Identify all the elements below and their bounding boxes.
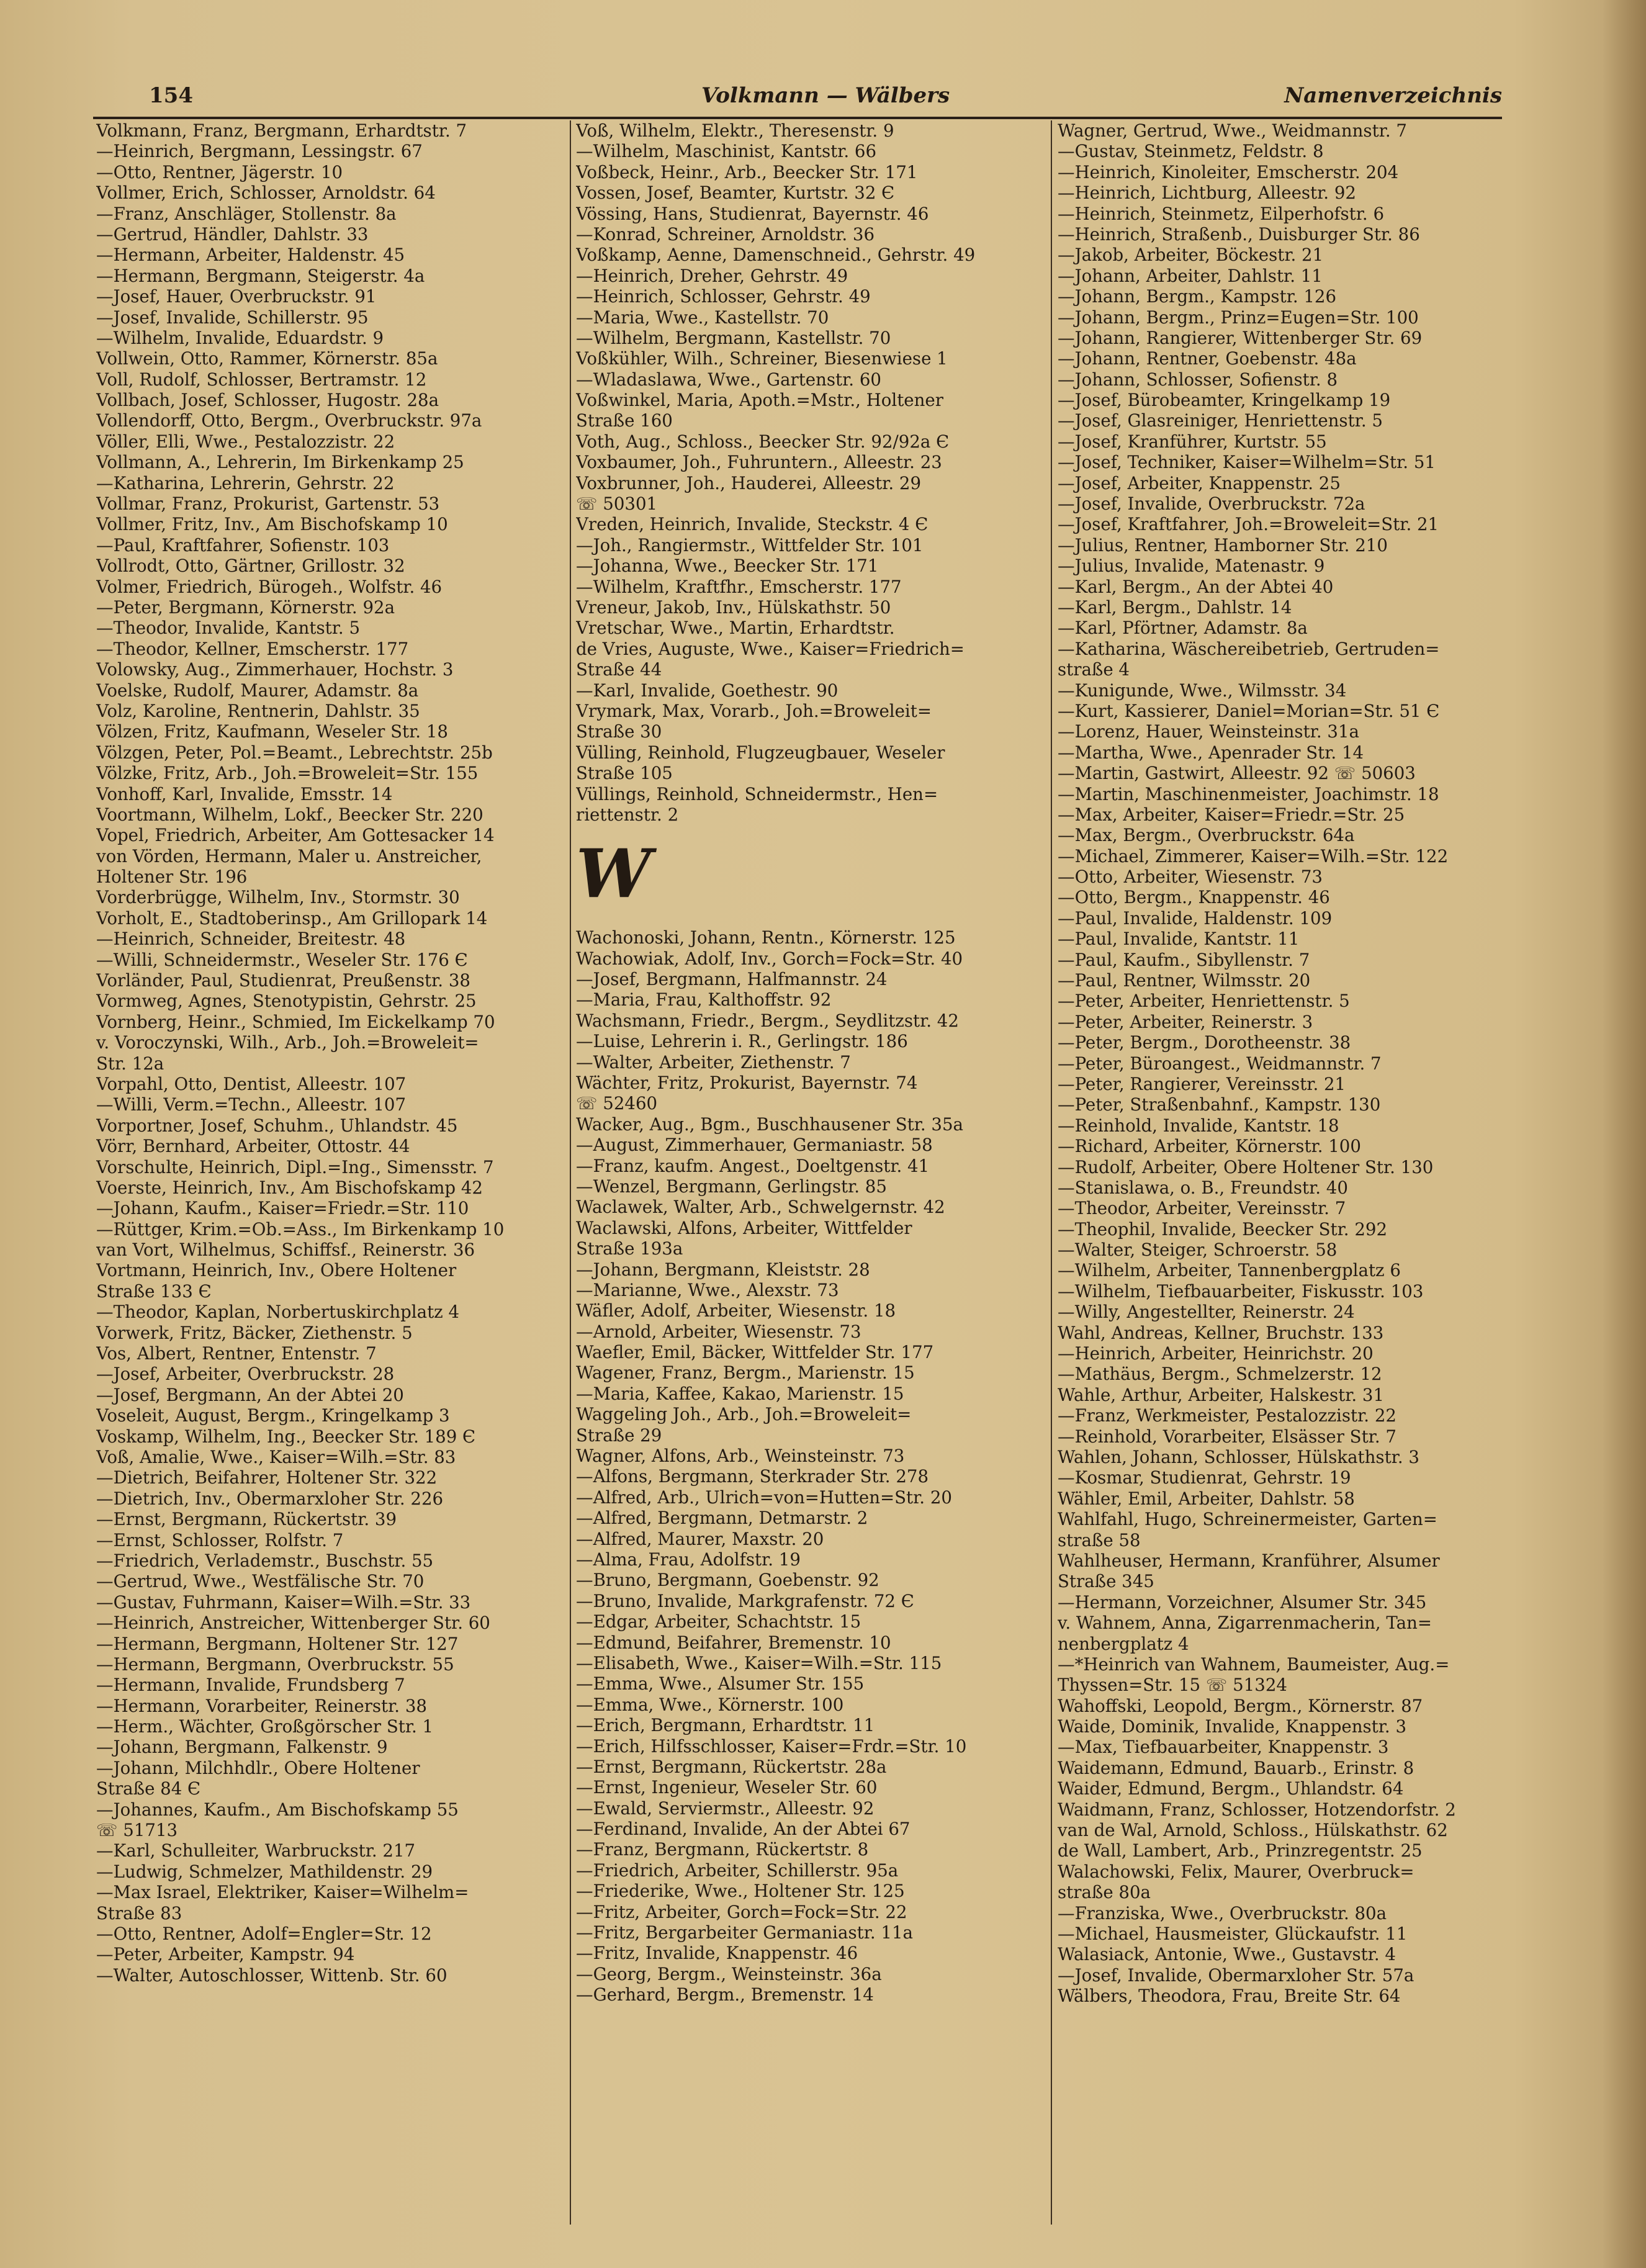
directory-entry: —Reinhold, Vorarbeiter, Elsässer Str. 7 [1058,1426,1396,1447]
directory-entry: —Willi, Verm.=Techn., Alleestr. 107 [96,1094,407,1115]
directory-entry: Vorportner, Josef, Schuhm., Uhlandstr. 45 [96,1115,458,1136]
directory-entry: —Alfons, Bergmann, Sterkrader Str. 278 [576,1466,929,1487]
directory-column-3 [1058,120,1536,2231]
directory-entry: Vollendorff, Otto, Bergm., Overbruckstr. 97a [96,410,482,431]
directory-entry: —Gerhard, Bergm., Bremenstr. 14 [576,1984,874,2005]
directory-entry: —Katharina, Lehrerin, Gehrstr. 22 [96,472,395,493]
directory-entry: Straße 105 [576,763,673,784]
directory-entry: Voßbeck, Heinr., Arb., Beecker Str. 171 [576,161,918,182]
directory-entry: —Johann, Kaufm., Kaiser=Friedr.=Str. 110 [96,1198,469,1219]
directory-entry: —Peter, Büroangest., Weidmannstr. 7 [1058,1053,1382,1074]
directory-entry: Thyssen=Str. 15 ☏ 51324 [1058,1675,1287,1696]
directory-entry: Wachsmann, Friedr., Bergm., Seydlitzstr. 42 [576,1010,959,1031]
directory-entry: —Elisabeth, Wwe., Kaiser=Wilh.=Str. 115 [576,1652,942,1673]
directory-entry: —Karl, Pförtner, Adamstr. 8a [1058,618,1308,639]
directory-entry: Voth, Aug., Schloss., Beecker Str. 92/92a Є [576,431,950,452]
column-divider [1051,120,1052,2225]
directory-entry: —Josef, Bürobeamter, Kringelkamp 19 [1058,390,1391,411]
directory-entry: Vopel, Friedrich, Arbeiter, Am Gottesacker 14 [96,825,495,846]
directory-entry: —Bruno, Invalide, Markgrafenstr. 72 Є [576,1590,914,1611]
directory-entry: —Martin, Maschinenmeister, Joachimstr. 18 [1058,783,1439,804]
directory-entry: —Walter, Steiger, Schroerstr. 58 [1058,1240,1338,1261]
directory-entry: —Karl, Bergm., Dahlstr. 14 [1058,596,1292,618]
directory-entry: —Willy, Angestellter, Reinerstr. 24 [1058,1302,1355,1323]
directory-entry: —Franz, Anschläger, Stollenstr. 8a [96,203,397,224]
directory-entry: Volmer, Friedrich, Bürogeh., Wolfstr. 46 [96,576,443,597]
directory-entry: —Julius, Rentner, Hamborner Str. 210 [1058,534,1388,556]
directory-entry: —Peter, Arbeiter, Kampstr. 94 [96,1944,355,1965]
directory-entry: Voelske, Rudolf, Maurer, Adamstr. 8a [96,680,419,701]
directory-entry: —Otto, Rentner, Jägerstr. 10 [96,161,343,182]
directory-entry: Vortmann, Heinrich, Inv., Obere Holtener [96,1260,457,1281]
directory-entry: —Peter, Rangierer, Vereinsstr. 21 [1058,1073,1346,1094]
directory-entry: —Luise, Lehrerin i. R., Gerlingstr. 186 [576,1031,908,1052]
directory-entry: —Alfred, Bergmann, Detmarstr. 2 [576,1508,868,1529]
directory-entry: de Vries, Auguste, Wwe., Kaiser=Friedrich= [576,638,965,659]
directory-entry: van Vort, Wilhelmus, Schiffsf., Reinerstr. 36 [96,1240,475,1261]
directory-entry: Straße 84 Є [96,1778,201,1799]
directory-entry: Voßkühler, Wilh., Schreiner, Biesenwiese 1 [576,348,948,369]
directory-entry: Voseleit, August, Bergm., Kringelkamp 3 [96,1405,450,1426]
directory-entry: Völler, Elli, Wwe., Pestalozzistr. 22 [96,431,395,452]
page-title: Volkmann — Wälbers [701,83,950,108]
directory-entry: —Josef, Bergmann, Halfmannstr. 24 [576,969,888,990]
directory-entry: Wahl, Andreas, Kellner, Bruchstr. 133 [1058,1322,1384,1343]
directory-entry: —Johann, Milchhdlr., Obere Holtener [96,1757,420,1778]
directory-entry: —Maria, Wwe., Kastellstr. 70 [576,307,829,328]
directory-entry: —Reinhold, Invalide, Kantstr. 18 [1058,1115,1339,1136]
directory-entry: —Marianne, Wwe., Alexstr. 73 [576,1279,839,1300]
directory-entry: Voß, Wilhelm, Elektr., Theresenstr. 9 [576,120,894,141]
directory-entry: —Paul, Kaufm., Sibyllenstr. 7 [1058,949,1310,970]
directory-entry: Vorderbrügge, Wilhelm, Inv., Stormstr. 30 [96,887,460,908]
directory-entry: —Theodor, Kellner, Emscherstr. 177 [96,638,409,659]
directory-entry: —Dietrich, Inv., Obermarxloher Str. 226 [96,1488,444,1509]
directory-entry: —Wenzel, Bergmann, Gerlingstr. 85 [576,1176,887,1197]
directory-entry: Volkmann, Franz, Bergmann, Erhardtstr. 7 [96,120,467,141]
directory-entry: riettenstr. 2 [576,804,679,825]
directory-entry: ☏ 50301 [576,493,658,515]
directory-entry: Wahlheuser, Hermann, Kranführer, Alsumer [1058,1550,1440,1571]
directory-entry: —Theophil, Invalide, Beecker Str. 292 [1058,1218,1388,1240]
directory-entry: Vüllings, Reinhold, Schneidermstr., Hen= [576,783,938,804]
directory-entry: Straße 160 [576,410,673,431]
directory-entry: —Karl, Schulleiter, Warbruckstr. 217 [96,1840,416,1861]
directory-entry: Waidmann, Franz, Schlosser, Hotzendorfstr. 2 [1058,1799,1456,1820]
directory-entry: Vorwerk, Fritz, Bäcker, Ziethenstr. 5 [96,1322,413,1343]
directory-entry: Waefler, Emil, Bäcker, Wittfelder Str. 177 [576,1342,934,1363]
directory-entry: —*Heinrich van Wahnem, Baumeister, Aug.= [1058,1654,1450,1675]
directory-entry: —Wilhelm, Tiefbauarbeiter, Fiskusstr. 103 [1058,1280,1424,1302]
directory-entry: —Franz, kaufm. Angest., Doeltgenstr. 41 [576,1155,930,1176]
directory-entry: ☏ 52460 [576,1093,658,1114]
directory-entry: Vollmann, A., Lehrerin, Im Birkenkamp 25 [96,452,464,473]
directory-entry: —Josef, Hauer, Overbruckstr. 91 [96,286,377,307]
directory-entry: —Friedrich, Verlademstr., Buschstr. 55 [96,1550,434,1571]
directory-entry: Voßkamp, Aenne, Damenschneid., Gehrstr. 49 [576,245,976,266]
directory-entry: —Edgar, Arbeiter, Schachtstr. 15 [576,1611,861,1632]
directory-entry: —Johann, Bergmann, Falkenstr. 9 [96,1737,388,1758]
directory-entry: —Karl, Invalide, Goethestr. 90 [576,680,839,701]
directory-entry: —Michael, Zimmerer, Kaiser=Wilh.=Str. 122 [1058,845,1449,866]
directory-entry: Waide, Dominik, Invalide, Knappenstr. 3 [1058,1716,1407,1737]
directory-entry: —Heinrich, Lichtburg, Alleestr. 92 [1058,182,1356,204]
directory-entry: —Hermann, Bergmann, Steigerstr. 4a [96,265,425,286]
directory-entry: Wälbers, Theodora, Frau, Breite Str. 64 [1058,1986,1401,2007]
directory-entry: —Otto, Arbeiter, Wiesenstr. 73 [1058,866,1323,888]
directory-entry: Vollrodt, Otto, Gärtner, Grillostr. 32 [96,556,405,577]
directory-entry: —Ferdinand, Invalide, An der Abtei 67 [576,1819,911,1840]
section-title: Namenverzeichnis [1284,83,1502,108]
directory-entry: —Gertrud, Wwe., Westfälische Str. 70 [96,1571,425,1592]
directory-entry: —Josef, Techniker, Kaiser=Wilhelm=Str. 51 [1058,452,1436,473]
directory-entry: Vollmer, Fritz, Inv., Am Bischofskamp 10 [96,514,448,535]
directory-entry: ☏ 51713 [96,1820,178,1841]
directory-column-2 [576,120,1045,2231]
directory-entry: —Theodor, Invalide, Kantstr. 5 [96,618,361,639]
directory-entry: —Franz, Werkmeister, Pestalozzistr. 22 [1058,1405,1396,1426]
directory-entry: —Josef, Glasreiniger, Henriettenstr. 5 [1058,410,1383,431]
directory-entry: —Erich, Bergmann, Erhardtstr. 11 [576,1715,875,1736]
directory-entry: Waider, Edmund, Bergm., Uhlandstr. 64 [1058,1778,1404,1799]
directory-entry: —Josef, Arbeiter, Knappenstr. 25 [1058,472,1341,493]
directory-entry: Straße 133 Є [96,1280,212,1302]
directory-entry: Vreden, Heinrich, Invalide, Steckstr. 4 Є [576,514,929,535]
directory-entry: —Gustav, Steinmetz, Feldstr. 8 [1058,141,1324,162]
directory-entry: Vollmer, Erich, Schlosser, Arnoldstr. 64 [96,182,436,204]
directory-entry: —Stanislawa, o. B., Freundstr. 40 [1058,1177,1348,1198]
directory-entry: Vössing, Hans, Studienrat, Bayernstr. 46 [576,203,929,224]
directory-entry: —Kosmar, Studienrat, Gehrstr. 19 [1058,1467,1351,1488]
directory-entry: —Max, Arbeiter, Kaiser=Friedr.=Str. 25 [1058,804,1405,825]
directory-entry: Vollbach, Josef, Schlosser, Hugostr. 28a [96,390,439,411]
directory-entry: —Arnold, Arbeiter, Wiesenstr. 73 [576,1321,861,1342]
directory-entry: —Wilhelm, Maschinist, Kantstr. 66 [576,141,877,162]
directory-entry: —Kunigunde, Wwe., Wilmsstr. 34 [1058,680,1347,701]
section-letter: W [576,835,652,914]
directory-entry: —Konrad, Schreiner, Arnoldstr. 36 [576,223,875,245]
directory-entry: —Johann, Bergm., Kampstr. 126 [1058,286,1337,307]
directory-entry: —Maria, Kaffee, Kakao, Marienstr. 15 [576,1383,904,1404]
directory-entry: Wagner, Alfons, Arb., Weinsteinstr. 73 [576,1446,905,1467]
directory-entry: v. Wahnem, Anna, Zigarrenmacherin, Tan= [1058,1613,1432,1634]
directory-entry: —August, Zimmerhauer, Germaniastr. 58 [576,1135,933,1156]
directory-entry: Voxbaumer, Joh., Fuhruntern., Alleestr. 23 [576,452,942,473]
directory-entry: Voß, Amalie, Wwe., Kaiser=Wilh.=Str. 83 [96,1447,456,1467]
directory-entry: —Erich, Hilfsschlosser, Kaiser=Frdr.=Str. 10 [576,1735,967,1757]
directory-entry: Straße 83 [96,1902,182,1924]
directory-entry: —Josef, Invalide, Overbruckstr. 72a [1058,493,1365,515]
directory-entry: Waidemann, Edmund, Bauarb., Erinstr. 8 [1058,1757,1414,1778]
directory-entry: —Fritz, Invalide, Knappenstr. 46 [576,1943,858,1964]
directory-entry: —Johann, Rentner, Goebenstr. 48a [1058,348,1357,369]
directory-entry: Vorholt, E., Stadtoberinsp., Am Grillopark 14 [96,907,488,929]
directory-entry: Vorschulte, Heinrich, Dipl.=Ing., Simensstr. 7 [96,1156,494,1177]
directory-entry: —Alfred, Maurer, Maxstr. 20 [576,1528,824,1549]
directory-entry: —Jakob, Arbeiter, Böckestr. 21 [1058,245,1324,266]
directory-entry: —Peter, Arbeiter, Henriettenstr. 5 [1058,991,1350,1012]
directory-entry: Straße 29 [576,1424,662,1446]
directory-entry: Straße 345 [1058,1571,1154,1592]
directory-entry: —Wladaslawa, Wwe., Gartenstr. 60 [576,369,881,390]
directory-entry: straße 58 [1058,1529,1141,1550]
directory-entry: —Josef, Invalide, Obermarxloher Str. 57a [1058,1964,1414,1986]
directory-entry: —Heinrich, Schneider, Breitestr. 48 [96,929,406,950]
directory-entry: Vörr, Bernhard, Arbeiter, Ottostr. 44 [96,1136,410,1157]
directory-entry: —Gertrud, Händler, Dahlstr. 33 [96,223,369,245]
directory-entry: —Heinrich, Steinmetz, Eilperhofstr. 6 [1058,203,1385,224]
directory-entry: —Franziska, Wwe., Overbruckstr. 80a [1058,1902,1387,1924]
directory-entry: Voll, Rudolf, Schlosser, Bertramstr. 12 [96,369,427,390]
directory-entry: —Ewald, Serviermstr., Alleestr. 92 [576,1798,875,1819]
directory-entry: nenbergplatz 4 [1058,1633,1189,1654]
directory-entry: Straße 30 [576,721,662,742]
directory-entry: —Katharina, Wäschereibetrieb, Gertruden= [1058,638,1440,659]
directory-entry: Wacker, Aug., Bgm., Buschhausener Str. 35a [576,1114,963,1135]
directory-entry: —Friedrich, Arbeiter, Schillerstr. 95a [576,1860,899,1881]
directory-entry: straße 4 [1058,659,1130,680]
directory-entry: Wahlfahl, Hugo, Schreinermeister, Garten= [1058,1509,1437,1530]
directory-entry: —Paul, Kraftfahrer, Sofienstr. 103 [96,534,390,556]
directory-entry: —Heinrich, Schlosser, Gehrstr. 49 [576,286,871,307]
directory-entry: —Fritz, Arbeiter, Gorch=Fock=Str. 22 [576,1901,907,1922]
directory-entry: —Walter, Autoschlosser, Wittenb. Str. 60 [96,1964,447,1986]
directory-entry: —Fritz, Bergarbeiter Germaniastr. 11a [576,1922,913,1943]
directory-entry: —Martin, Gastwirt, Alleestr. 92 ☏ 50603 [1058,763,1416,784]
directory-entry: —Peter, Bergmann, Körnerstr. 92a [96,596,395,618]
directory-entry: van de Wal, Arnold, Schloss., Hülskathstr. 62 [1058,1820,1448,1841]
directory-entry: —Julius, Invalide, Matenastr. 9 [1058,556,1325,577]
directory-entry: —Josef, Arbeiter, Overbruckstr. 28 [96,1364,395,1385]
directory-entry: Straße 193a [576,1238,683,1259]
directory-entry: —Hermann, Bergmann, Overbruckstr. 55 [96,1654,454,1675]
directory-entry: —Friederike, Wwe., Holtener Str. 125 [576,1881,905,1902]
directory-entry: Vreneur, Jakob, Inv., Hülskathstr. 50 [576,596,891,618]
directory-entry: —Josef, Invalide, Schillerstr. 95 [96,307,369,328]
directory-entry: —Ernst, Ingenieur, Weseler Str. 60 [576,1777,878,1798]
directory-entry: Wagener, Franz, Bergm., Marienstr. 15 [576,1362,915,1384]
directory-column-1 [96,120,565,2231]
directory-entry: —Gustav, Fuhrmann, Kaiser=Wilh.=Str. 33 [96,1591,471,1613]
directory-entry: Volz, Karoline, Rentnerin, Dahlstr. 35 [96,700,420,721]
directory-entry: Vonhoff, Karl, Invalide, Emsstr. 14 [96,783,393,804]
directory-entry: —Ernst, Schlosser, Rolfstr. 7 [96,1529,344,1550]
directory-entry: —Emma, Wwe., Körnerstr. 100 [576,1694,844,1715]
directory-entry: —Heinrich, Kinoleiter, Emscherstr. 204 [1058,161,1399,182]
directory-entry: Völzke, Fritz, Arb., Joh.=Broweleit=Str. 155 [96,763,479,784]
directory-entry: —Hermann, Vorzeichner, Alsumer Str. 345 [1058,1591,1427,1613]
directory-entry: —Josef, Kranführer, Kurtstr. 55 [1058,431,1327,452]
directory-entry: —Emma, Wwe., Alsumer Str. 155 [576,1673,865,1694]
directory-entry: —Ernst, Bergmann, Rückertstr. 28a [576,1756,887,1777]
directory-entry: —Wilhelm, Kraftfhr., Emscherstr. 177 [576,576,902,597]
directory-entry: —Richard, Arbeiter, Körnerstr. 100 [1058,1136,1361,1157]
directory-entry: —Johannes, Kaufm., Am Bischofskamp 55 [96,1799,459,1820]
directory-entry: Vorländer, Paul, Studienrat, Preußenstr. 38 [96,970,470,991]
directory-entry: Waclawek, Walter, Arb., Schwelgernstr. 42 [576,1197,945,1218]
directory-entry: von Vörden, Hermann, Maler u. Anstreicher, [96,845,482,866]
directory-entry: de Wall, Lambert, Arb., Prinzregentstr. 25 [1058,1840,1423,1861]
directory-entry: Vülling, Reinhold, Flugzeugbauer, Weseler [576,742,945,763]
directory-entry: —Johann, Bergm., Prinz=Eugen=Str. 100 [1058,307,1419,328]
directory-entry: —Johann, Arbeiter, Dahlstr. 11 [1058,265,1323,286]
directory-entry: —Rüttger, Krim.=Ob.=Ass., Im Birkenkamp 10 [96,1218,505,1240]
directory-entry: —Alfred, Arb., Ulrich=von=Hutten=Str. 20 [576,1487,952,1508]
directory-entry: —Wilhelm, Invalide, Eduardstr. 9 [96,327,384,348]
directory-entry: —Kurt, Kassierer, Daniel=Morian=Str. 51 Є [1058,700,1440,721]
directory-entry: —Dietrich, Beifahrer, Holtener Str. 322 [96,1467,438,1488]
page-number: 154 [149,83,193,108]
directory-entry: —Peter, Arbeiter, Reinerstr. 3 [1058,1011,1313,1032]
directory-entry: —Johann, Bergmann, Kleiststr. 28 [576,1259,870,1280]
directory-entry: Voxbrunner, Joh., Hauderei, Alleestr. 29 [576,472,921,493]
directory-entry: Wächter, Fritz, Prokurist, Bayernstr. 74 [576,1073,918,1094]
directory-entry: —Max, Tiefbauarbeiter, Knappenstr. 3 [1058,1737,1389,1758]
directory-entry: —Lorenz, Hauer, Weinsteinstr. 31a [1058,721,1359,742]
directory-entry: Vos, Albert, Rentner, Entenstr. 7 [96,1343,377,1364]
directory-entry: —Josef, Kraftfahrer, Joh.=Broweleit=Str. 21 [1058,514,1439,535]
directory-entry: —Mathäus, Bergm., Schmelzerstr. 12 [1058,1364,1382,1385]
directory-entry: —Hermann, Vorarbeiter, Reinerstr. 38 [96,1695,427,1716]
directory-entry: Völzen, Fritz, Kaufmann, Weseler Str. 18 [96,721,448,742]
directory-entry: —Johanna, Wwe., Beecker Str. 171 [576,556,879,577]
directory-entry: —Heinrich, Straßenb., Duisburger Str. 86 [1058,223,1420,245]
directory-entry: —Paul, Rentner, Wilmsstr. 20 [1058,970,1311,991]
column-divider [570,120,571,2225]
directory-entry: Volowsky, Aug., Zimmerhauer, Hochstr. 3 [96,659,454,680]
directory-entry: Vorpahl, Otto, Dentist, Alleestr. 107 [96,1073,407,1094]
directory-entry: Vormweg, Agnes, Stenotypistin, Gehrstr. 25 [96,991,477,1012]
directory-entry: —Max, Bergm., Overbruckstr. 64a [1058,825,1355,846]
directory-entry: —Josef, Bergmann, An der Abtei 20 [96,1384,404,1405]
directory-entry: —Herm., Wächter, Großgörscher Str. 1 [96,1716,434,1737]
directory-entry: —Johann, Schlosser, Sofienstr. 8 [1058,369,1338,390]
directory-entry: Wäfler, Adolf, Arbeiter, Wiesenstr. 18 [576,1300,896,1321]
directory-entry: —Hermann, Invalide, Frundsberg 7 [96,1675,405,1696]
directory-entry: —Peter, Straßenbahnf., Kampstr. 130 [1058,1094,1381,1115]
directory-entry: —Bruno, Bergmann, Goebenstr. 92 [576,1570,879,1591]
directory-entry: —Ernst, Bergmann, Rückertstr. 39 [96,1509,397,1530]
directory-entry: —Joh., Rangiermstr., Wittfelder Str. 101 [576,534,924,556]
directory-entry: —Martha, Wwe., Apenrader Str. 14 [1058,742,1364,763]
directory-entry: Vornberg, Heinr., Schmied, Im Eickelkamp 70 [96,1011,495,1032]
directory-entry: —Max Israel, Elektriker, Kaiser=Wilhelm= [96,1882,469,1903]
directory-entry: —Rudolf, Arbeiter, Obere Holtener Str. 130 [1058,1156,1434,1177]
directory-entry: —Karl, Bergm., An der Abtei 40 [1058,576,1334,597]
directory-entry: Walasiack, Antonie, Wwe., Gustavstr. 4 [1058,1944,1396,1965]
directory-entry: —Maria, Frau, Kalthoffstr. 92 [576,989,832,1010]
directory-entry: Vossen, Josef, Beamter, Kurtstr. 32 Є [576,182,895,204]
directory-entry: —Michael, Hausmeister, Glückaufstr. 11 [1058,1923,1408,1944]
directory-entry: —Alma, Frau, Adolfstr. 19 [576,1549,801,1570]
directory-entry: —Paul, Invalide, Haldenstr. 109 [1058,907,1333,929]
directory-entry: Straße 44 [576,659,662,680]
directory-entry: Voskamp, Wilhelm, Ing., Beecker Str. 189 Є [96,1426,476,1447]
directory-entry: Wahle, Arthur, Arbeiter, Halskestr. 31 [1058,1384,1385,1405]
directory-entry: Waggeling Joh., Arb., Joh.=Broweleit= [576,1404,912,1425]
directory-entry: Waclawski, Alfons, Arbeiter, Wittfelder [576,1217,912,1238]
directory-entry: —Paul, Invalide, Kantstr. 11 [1058,929,1300,950]
directory-entry: Vretschar, Wwe., Martin, Erhardtstr. [576,618,895,639]
directory-entry: —Theodor, Kaplan, Norbertuskirchplatz 4 [96,1302,460,1323]
directory-entry: —Otto, Rentner, Adolf=Engler=Str. 12 [96,1923,432,1944]
directory-entry: Wachonoski, Johann, Rentn., Körnerstr. 125 [576,927,956,948]
directory-entry: —Heinrich, Arbeiter, Heinrichstr. 20 [1058,1343,1374,1364]
directory-entry: —Otto, Bergm., Knappenstr. 46 [1058,887,1330,908]
directory-entry: Voßwinkel, Maria, Apoth.=Mstr., Holtener [576,390,943,411]
directory-entry: —Heinrich, Anstreicher, Wittenberger Str. 60 [96,1613,490,1634]
directory-entry: Vrymark, Max, Vorarb., Joh.=Broweleit= [576,700,932,721]
directory-entry: Voortmann, Wilhelm, Lokf., Beecker Str. 220 [96,804,483,825]
directory-entry: —Franz, Bergmann, Rückertstr. 8 [576,1839,869,1860]
directory-entry: —Heinrich, Dreher, Gehrstr. 49 [576,265,848,286]
directory-entry: Voerste, Heinrich, Inv., Am Bischofskamp 42 [96,1177,483,1198]
directory-entry: —Heinrich, Bergmann, Lessingstr. 67 [96,141,423,162]
directory-entry: —Edmund, Beifahrer, Bremenstr. 10 [576,1632,891,1653]
directory-entry: Wahlen, Johann, Schlosser, Hülskathstr. 3 [1058,1447,1419,1467]
directory-entry: Wähler, Emil, Arbeiter, Dahlstr. 58 [1058,1488,1355,1509]
directory-entry: —Theodor, Arbeiter, Vereinsstr. 7 [1058,1198,1346,1219]
directory-entry: —Peter, Bergm., Dorotheenstr. 38 [1058,1032,1351,1053]
directory-entry: Wahoffski, Leopold, Bergm., Körnerstr. 87 [1058,1695,1423,1716]
directory-entry: Holtener Str. 196 [96,866,248,888]
directory-entry: —Willi, Schneidermstr., Weseler Str. 176 Є [96,949,468,970]
directory-entry: Wagner, Gertrud, Wwe., Weidmannstr. 7 [1058,120,1407,141]
directory-entry: Völzgen, Peter, Pol.=Beamt., Lebrechtstr. 25b [96,742,493,763]
directory-entry: —Hermann, Bergmann, Holtener Str. 127 [96,1633,459,1654]
directory-entry: —Georg, Bergm., Weinsteinstr. 36a [576,1963,882,1984]
directory-entry: —Wilhelm, Bergmann, Kastellstr. 70 [576,327,891,348]
directory-entry: —Hermann, Arbeiter, Haldenstr. 45 [96,245,405,266]
directory-entry: Str. 12a [96,1053,164,1074]
page-header [93,79,1502,119]
directory-entry: Vollwein, Otto, Rammer, Körnerstr. 85a [96,348,438,369]
directory-entry: Walachowski, Felix, Maurer, Overbruck= [1058,1861,1414,1882]
directory-entry: v. Voroczynski, Wilh., Arb., Joh.=Broweleit= [96,1032,479,1053]
directory-entry: Wachowiak, Adolf, Inv., Gorch=Fock=Str. 40 [576,948,963,969]
directory-entry: —Walter, Arbeiter, Ziethenstr. 7 [576,1051,851,1073]
directory-entry: Vollmar, Franz, Prokurist, Gartenstr. 53 [96,493,440,515]
directory-entry: —Wilhelm, Arbeiter, Tannenbergplatz 6 [1058,1260,1401,1281]
directory-entry: —Ludwig, Schmelzer, Mathildenstr. 29 [96,1861,433,1882]
directory-entry: —Johann, Rangierer, Wittenberger Str. 69 [1058,327,1423,348]
directory-entry: straße 80a [1058,1882,1151,1903]
